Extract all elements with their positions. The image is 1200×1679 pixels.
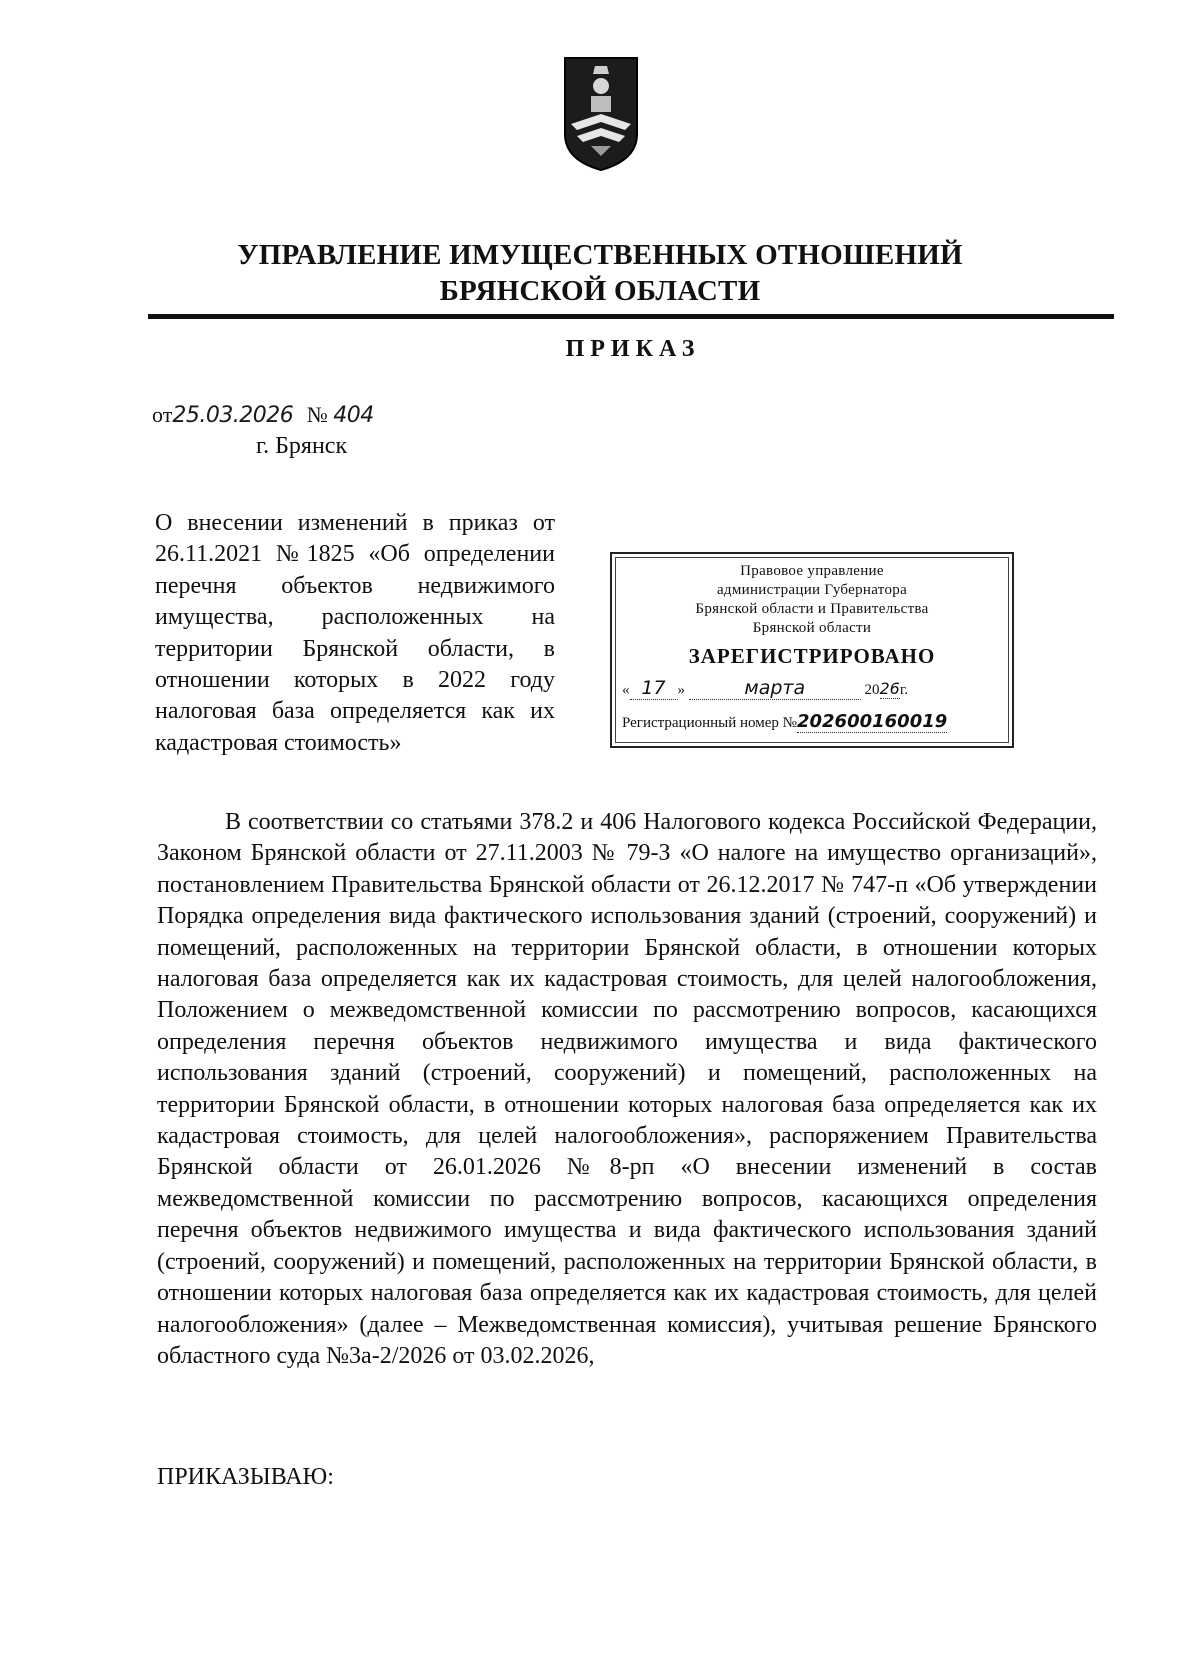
- number-prefix: №: [306, 402, 328, 427]
- stamp-month: марта: [689, 677, 861, 700]
- stamp-line-2: администрации Губернатора: [716, 582, 908, 598]
- agency-name: [150, 237, 1050, 309]
- stamp-reg-number: 202600160019: [796, 711, 948, 732]
- stamp-registered-label: ЗАРЕГИСТРИРОВАНО: [688, 644, 936, 668]
- stamp-line-4: Брянской области: [752, 620, 872, 636]
- stamp-line-3: Брянской области и Правительства: [695, 601, 929, 617]
- stamp-day: 17: [630, 677, 678, 700]
- date-prefix: от: [152, 402, 173, 427]
- document-type-title: ПРИКАЗ: [565, 336, 701, 362]
- document-number: 404: [333, 403, 374, 428]
- agency-name-line2: БРЯНСКОЙ ОБЛАСТИ: [439, 275, 761, 307]
- stamp-reg-label: Регистрационный номер №: [622, 715, 797, 731]
- stamp-year-suffix: 26: [879, 679, 900, 698]
- order-directive: ПРИКАЗЫВАЮ:: [157, 1464, 334, 1490]
- header-divider: [148, 314, 1114, 319]
- stamp-year-prefix: 20: [864, 682, 880, 698]
- preamble-paragraph: В соответствии со статьями 378.2 и 406 Налогового кодекса Российской Федерации, Законом Брянской области от 27.11.2003 № 79-З «О налоге на имущество организаций», постановлением Правительства Брянской области от 26.12.2017 № 747-п «Об утверждении Порядка определения вида фактического использования зданий (строений, сооружений) и помещений, расположенных на территории Брянской области, в отношении которых налоговая база определяется как их кадастровая стоимость, для целей налогообложения, Положением о межведомственной комиссии по рассмотрению вопросов, касающихся определения перечня объектов недвижимого имущества и вида фактического использования зданий (строений, сооружений) и помещений, расположенных на территории Брянской области, в отношении которых налоговая база определяется как их кадастровая стоимость, для целей налогообложения», распоряжением Правительства Брянской области от 26.01.2026 №8-рп «О внесении изменений в состав межведомственной комиссии по рассмотрению вопросов, касающихся определения перечня объектов недвижимого имущества и вида фактического использования зданий (строений, сооружений) и помещений, расположенных на территории Брянской области, в отношении которых налоговая база определяется как их кадастровая стоимость, для целей налогообложения» (далее – Межведомственная комиссия), учитывая решение Брянского областного суда №3а-2/2026 от 03.02.2026,: [157, 809, 1097, 1369]
- document-date: 25.03.2026: [172, 403, 294, 428]
- registration-stamp: [610, 552, 1014, 748]
- date-number-line: [152, 402, 374, 428]
- coat-of-arms-emblem: [561, 52, 641, 174]
- agency-name-line1: УПРАВЛЕНИЕ ИМУЩЕСТВЕННЫХ ОТНОШЕНИЙ: [237, 239, 963, 271]
- stamp-date-line: [622, 677, 1002, 705]
- stamp-quote-open: «: [622, 682, 630, 698]
- stamp-year-mark: г.: [899, 682, 909, 698]
- stamp-quote-close: »: [677, 682, 685, 698]
- stamp-reg-number-line: [622, 711, 1002, 733]
- city-name: г. Брянск: [256, 433, 348, 459]
- document-subject: О внесении изменений в приказ от 26.11.2021 №1825 «Об определении перечня объектов недвижимого имущества, расположенных на территории Брянской области, в отношении которых в 2022 году налоговая база определяется как их кадастровая стоимость»: [155, 510, 555, 756]
- stamp-line-1: Правовое управление: [740, 563, 884, 579]
